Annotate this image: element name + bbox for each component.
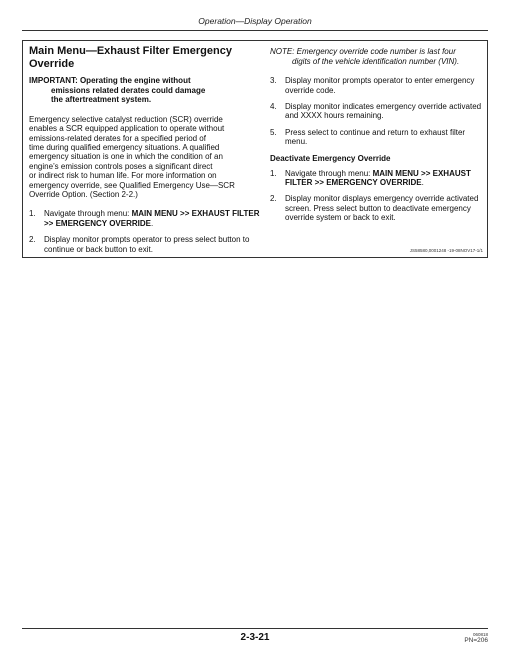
step-item [270,102,482,121]
important-notice [29,76,261,105]
paragraph-line: Override Option. (Section 2-2.) [29,190,138,200]
important-line1: IMPORTANT: Operating the engine without [29,76,191,85]
paragraph-line: time during qualified emergency situations. A qualified [29,143,220,152]
step-item [29,235,261,254]
pn-number: PN=206 [464,637,488,644]
content-box [22,40,488,258]
step-text: Press select to continue and return to exhaust filter menu. [285,127,466,147]
activate-steps-continued [270,76,482,146]
step-item [29,209,261,228]
step-number: 1. [29,209,36,219]
menu-path: MAIN MENU >> EXHAUST FILTER >> EMERGENCY OVERRIDE [44,209,260,228]
deactivate-heading: Deactivate Emergency Override [270,153,391,163]
paragraph-line: enables a SCR equipped application to operate without [29,124,225,134]
important-line2: emissions related derates could damage [51,85,206,95]
step-text: Navigate through menu: [44,209,132,219]
paragraph-line: emergency situation is one in which the condition of an [29,152,223,162]
step-text: Display monitor displays emergency override activated screen. Press select button to deactivate emergency override system or back to exit. [285,194,479,223]
step-item [270,76,482,95]
deactivate-steps [270,169,482,223]
step-number: 4. [270,102,277,111]
document-id: JS58580,0001248 -19-08NOV17-1/1 [409,248,483,253]
paragraph-line: emissions-related derates for a specified period of [29,133,206,143]
paragraph-line: engine’s emission controls poses a significant direct [29,161,213,171]
section-title [29,45,261,70]
note-line2: digits of the vehicle identification number (VIN). [292,56,460,66]
left-column [29,41,261,261]
important-line3: the aftertreatment system. [51,95,152,105]
footer-codes [464,632,488,644]
page-number: 2-3-21 [240,632,270,643]
step-item [270,169,482,188]
activate-steps [29,209,261,254]
section-title-line2: Override [29,57,75,70]
step-text: Navigate through menu: [285,168,373,178]
step-text: Display monitor prompts operator to press select button to continue or back button to exit. [44,235,250,254]
paragraph-line: emergency override, see Qualified Emergency Use—SCR [29,180,235,190]
paragraph-line: or indirect risk to human life. For more information on [29,171,217,181]
running-header: Operation—Display Operation [198,16,312,26]
section-title-line1: Main Menu—Exhaust Filter Emergency [29,45,232,57]
step-number: 2. [270,194,277,204]
header-rule [22,30,488,31]
step-number: 5. [270,127,277,137]
paragraph-line: Emergency selective catalyst reduction (SCR) override [29,114,223,124]
menu-path: MAIN MENU >> EXHAUST FILTER >> EMERGENCY OVERRIDE [285,168,471,188]
note [270,47,482,66]
step-suffix: . [421,178,424,188]
footer-code: 060818 [472,632,488,637]
right-column [270,41,482,230]
step-text: Display monitor prompts operator to enter emergency override code. [285,76,475,95]
step-number: 2. [29,235,36,245]
step-item [270,194,482,222]
note-line1: NOTE: Emergency override code number is last four [270,47,456,56]
step-number: 3. [270,76,277,86]
step-text: Display monitor indicates emergency override activated and XXXX hours remaining. [285,102,482,121]
intro-paragraph [29,115,261,200]
footer-rule [22,628,488,629]
step-suffix: . [151,218,154,228]
step-item [270,128,482,147]
step-number: 1. [270,168,277,178]
